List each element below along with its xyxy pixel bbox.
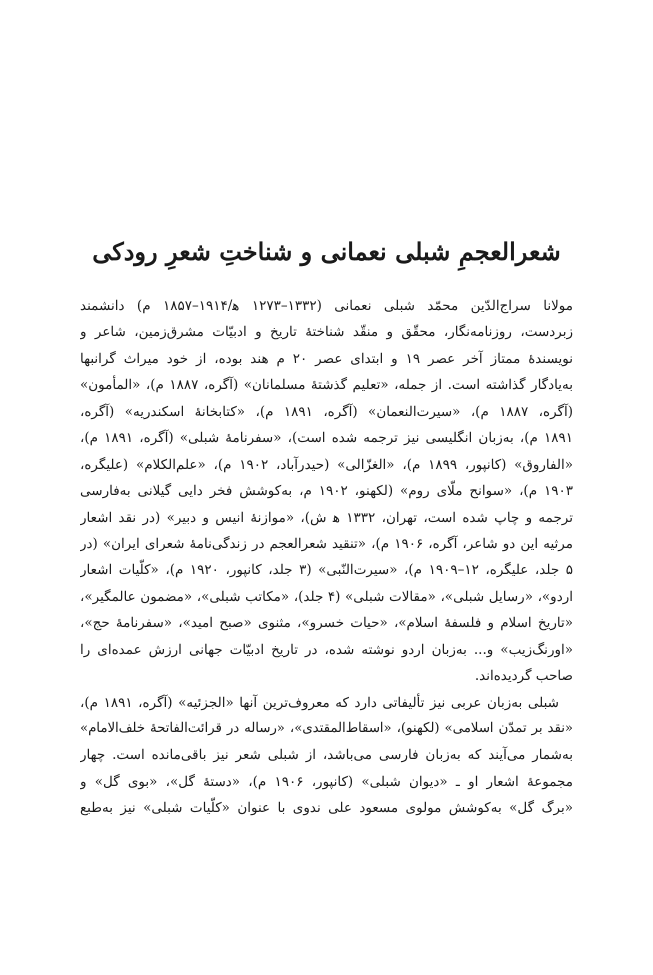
text-line: مجموعهٔ اشعار او ـ «دیوان شبلی» (کانپور، ۱۹۰۶ م)، «دستهٔ گل»، «بوی گل» و (80, 773, 573, 790)
text-line: به‌یادگار گذاشته است. از جمله، «تعلیم گذشتهٔ مسلمانان» (آگره، ۱۸۸۷ م)، «المأمون» (80, 377, 573, 394)
text-line: ۱۸۹۱ م)، به‌زبان انگلیسی نیز ترجمه شده است)، «سفرنامهٔ شبلی» (آگره، ۱۸۹۱ م)، (80, 430, 573, 447)
text-line: به‌شمار می‌آیند که به‌زبان فارسی می‌باشد، از شبلی شعر نیز باقی‌مانده است. چهار (80, 747, 573, 764)
text-line: زبردست، روزنامه‌نگار، محقّق و منقّد شناختهٔ تاریخ و ادبیّات مشرق‌زمین، شاعر و (80, 324, 573, 341)
text-line: «تاریخ اسلام و فلسفهٔ اسلام»، «حیات خسرو»، مثنوی «صبح امید»، «سفرنامهٔ حج»، (80, 615, 573, 632)
text-line: «برگ گل» به‌کوشش مولوی مسعود علی ندوی با عنوان «کلّیات شبلی» نیز به‌طبع (80, 800, 573, 817)
text-line: شبلی به‌زبان عربی نیز تألیفاتی دارد که معروف‌ترین آنها «الجزئیه» (آگره، ۱۸۹۱ م)، (80, 694, 559, 711)
text-line: صاحب گردیده‌اند. (474, 668, 573, 685)
text-line: «نقد بر تمدّن اسلامی» (لکهنو)، «اسقاط‌المقتدی»، «رساله در قرائت‌الفاتحهٔ خلف‌الامام» (80, 721, 573, 736)
text-line: مرثیه این دو شاعر، آگره، ۱۹۰۶ م)، «تنقید شعرالعجم در زندگی‌نامهٔ شعرای ایران» (در (80, 535, 573, 552)
text-line: «اورنگ‌زیب» و... به‌زبان اردو نوشته شده، در تاریخ ادبیّات جهانی ارزش عمده‌ای را (80, 641, 573, 658)
text-line: ۵ جلد، علیگره، ۱۲–۱۹۰۹ م)، «سیرت‌النّبی» (۳ جلد، کانپور، ۱۹۲۰ م)، «کلّیات اشعار (80, 562, 573, 579)
text-line: مولانا سراج‌الدّین محمّد شبلی نعمانی (۱۳۳۲–۱۲۷۳ ه‍/۱۹۱۴–۱۸۵۷ م) دانشمند (80, 298, 573, 314)
paragraph-1 (80, 293, 573, 690)
text-line: «الفاروق» (کانپور، ۱۸۹۹ م)، «الغزّالی» (حیدرآباد، ۱۹۰۲ م)، «علم‌الکلام» (علیگره، (80, 456, 573, 473)
paragraph-2 (80, 690, 573, 822)
chapter-title: شعرالعجمِ شبلی نعمانی و شناختِ شعرِ رودکی (92, 237, 561, 266)
body-text (80, 293, 573, 822)
text-line: (آگره، ۱۸۸۷ م)، «سیرت‌النعمان» (آگره، ۱۸۹۱ م)، «کتابخانهٔ اسکندریه» (آگره، (80, 403, 573, 420)
text-line: نویسندهٔ ممتاز آخر عصر ۱۹ و ابتدای عصر ۲۰ م هند بوده، از خود میراث گرانبها (80, 350, 573, 367)
text-line: ۱۹۰۳ م)، «سوانح ملّای روم» (لکهنو، ۱۹۰۲ م، به‌کوشش فخر دایی گیلانی به‌فارسی (80, 483, 573, 500)
text-line: اردو»، «رسایل شبلی»، «مقالات شبلی» (۴ جلد)، «مکاتب شبلی»، «مضمون عالمگیر»، (80, 588, 573, 605)
text-line: ترجمه و چاپ شده است، تهران، ۱۳۳۲ ه‍ ش)، «موازنهٔ انیس و دبیر» (در نقد اشعار (80, 509, 573, 526)
